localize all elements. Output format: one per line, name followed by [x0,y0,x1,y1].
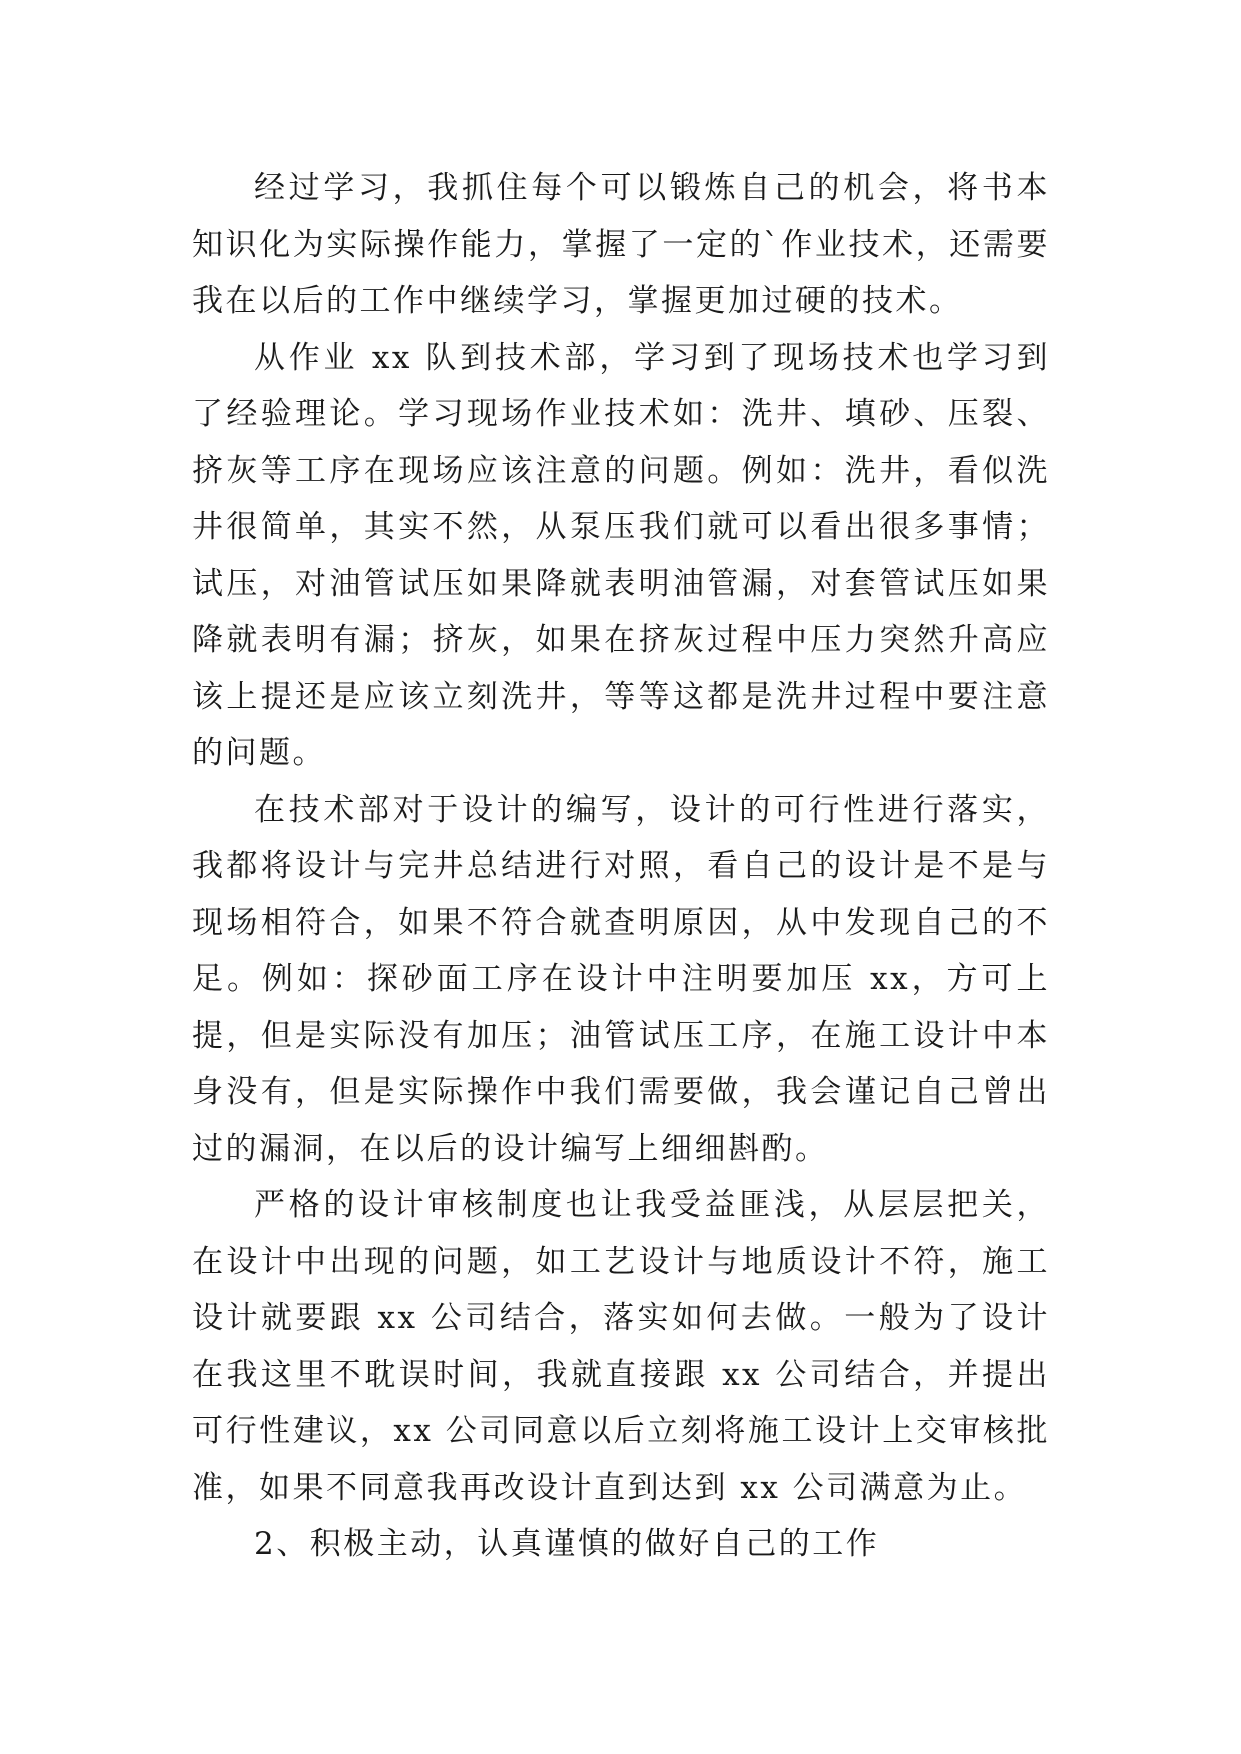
paragraph-design-review: 在技术部对于设计的编写，设计的可行性进行落实，我都将设计与完井总结进行对照，看自己的设计是不是与现场相符合，如果不符合就查明原因，从中发现自己的不足。例如：探砂面工序在设计中注明要加压 xx，方可上提，但是实际没有加压；油管试压工序，在施工设计中本身没有，但是实际操作中我们需要做，我会谨记自己曾出过的漏洞，在以后的设计编写上细细斟酌。 [192,791,1050,1167]
paragraph-learning-summary: 经过学习，我抓住每个可以锻炼自己的机会，将书本知识化为实际操作能力，掌握了一定的`作业技术，还需要我在以后的工作中继续学习，掌握更加过硬的技术。 [192,170,1050,319]
document-body [192,160,1050,1573]
paragraph-field-technique: 从作业 xx 队到技术部，学习到了现场技术也学习到了经验理论。学习现场作业技术如：洗井、填砂、压裂、挤灰等工序在现场应该注意的问题。例如：洗井，看似洗井很简单，其实不然，从泵压我们就可以看出很多事情；试压，对油管试压如果降就表明油管漏，对套管试压如果降就表明有漏；挤灰，如果在挤灰过程中压力突然升高应该上提还是应该立刻洗井，等等这都是洗井过程中要注意的问题。 [192,339,1050,771]
section-heading-2: 2、积极主动，认真谨慎的做好自己的工作 [254,1526,880,1562]
paragraph-audit-system: 严格的设计审核制度也让我受益匪浅，从层层把关，在设计中出现的问题，如工艺设计与地质设计不符，施工设计就要跟 xx 公司结合，落实如何去做。一般为了设计在我这里不耽误时间，我就直接跟 xx 公司结合，并提出可行性建议，xx 公司同意以后立刻将施工设计上交审核批准，如果不同意我再改设计直到达到 xx 公司满意为止。 [192,1187,1050,1506]
